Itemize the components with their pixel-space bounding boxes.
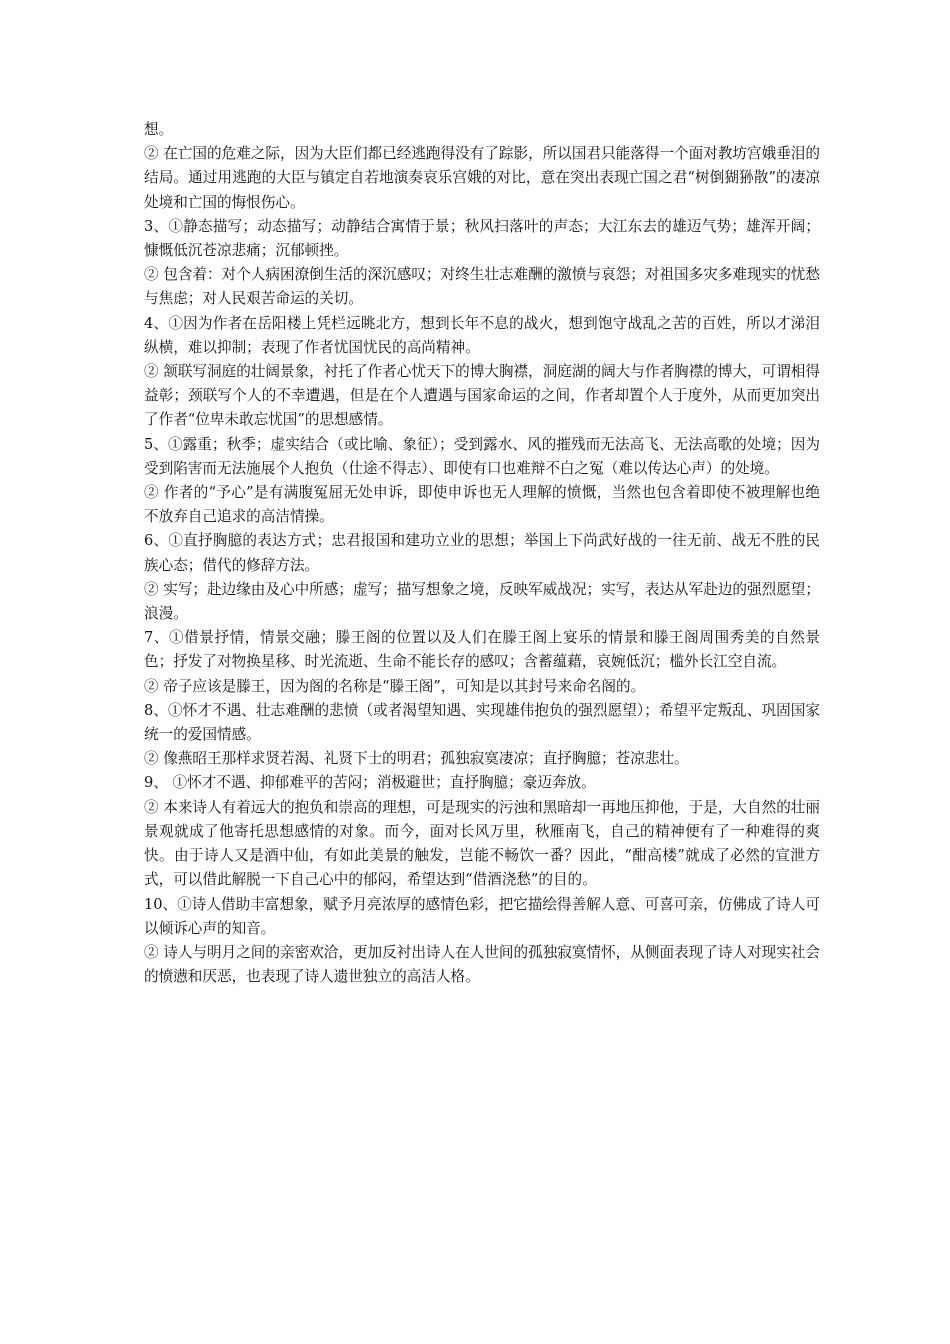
answer-5-part-1: 5、①露重；秋季；虚实结合（或比喻、象征）；受到露水、风的摧残而无法高飞、无法高歌的处境；因为受到陷害而无法施展个人抱负（仕途不得志）、即使有口也难辩不白之冤（难以传达心声）的处境。 [144,435,820,477]
answer-8-part-1: 8、①怀才不遇、壮志难酬的悲愤（或者渴望知遇、实现雄伟抱负的强烈愿望）；希望平定叛乱、巩固国家统一的爱国情感。 [144,701,820,744]
answer-4-part-2: ② 颔联写洞庭的壮阔景象，衬托了作者心忧天下的博大胸襟，洞庭湖的阔大与作者胸襟的博大，可谓相得益彰；颈联写个人的不幸遭遇，但是在个人遭遇与国家命运的之间，作者却置个人于度外，从而更加突出了作者“位卑未敢忘忧国”的思想感情。 [144,363,820,429]
answer-6-part-2: ② 实写；赴边缘由及心中所感；虚写；描写想象之境，反映军威战况；实写，表达从军赴边的强烈愿望；浪漫。 [144,580,820,623]
answer-6-part-1: 6、①直抒胸臆的表达方式；忠君报国和建功立业的思想；举国上下尚武好战的一往无前、战无不胜的民族心态；借代的修辞方法。 [144,532,820,574]
answer-7-part-1: 7、①借景抒情，情景交融；滕王阁的位置以及人们在滕王阁上宴乐的情景和滕王阁周围秀美的自然景色；抒发了对物换星移、时光流逝、生命不能长存的感叹；含蓄蕴藉，哀婉低沉；槛外长江空自流。 [144,629,820,671]
answer-7-part-2: ② 帝子应该是滕王，因为阁的名称是“滕王阁”，可知是以其封号来命名阁的。 [144,677,646,695]
answer-3-part-2: ② 包含着：对个人病困潦倒生活的深沉感叹；对终生壮志难酬的激愤与哀怨；对祖国多灾多难现实的忧愁与焦虑；对人民艰苦命运的关切。 [144,266,820,308]
document-page [144,118,820,989]
answer-3-part-1: 3、①静态描写；动态描写；动静结合寓情于景；秋风扫落叶的声态；大江东去的雄迈气势；雄浑开阔；慷慨低沉苍凉悲痛；沉郁顿挫。 [144,217,820,260]
answer-10-part-1: 10、①诗人借助丰富想象，赋予月亮浓厚的感情色彩，把它描绘得善解人意、可喜可亲，仿佛成了诗人可以倾诉心声的知音。 [144,895,820,937]
answer-10-part-2: ② 诗人与明月之间的亲密欢洽，更加反衬出诗人在人世间的孤独寂寞情怀，从侧面表现了诗人对现实社会的愤懑和厌恶，也表现了诗人遗世独立的高洁人格。 [144,943,820,986]
answer-5-part-2: ② 作者的“予心”是有满腹冤屈无处申诉，即使申诉也无人理解的愤慨，当然也包含着即使不被理解也绝不放弃自己追求的高洁情操。 [144,484,820,526]
answer-4-part-1: 4、①因为作者在岳阳楼上凭栏远眺北方，想到长年不息的战火，想到饱守战乱之苦的百姓，所以才涕泪纵横，难以抑制；表现了作者忧国忧民的高尚精神。 [144,314,820,356]
paragraph-continuation: 想。 [144,121,174,138]
answer-2-part-2: ② 在亡国的危难之际，因为大臣们都已经逃跑得没有了踪影，所以国君只能落得一个面对教坊宫娥垂泪的结局。通过用逃跑的大臣与镇定自若地演奏哀乐宫娥的对比，意在突出表现亡国之君“树倒猢狲散”的凄凉处境和亡国的悔恨伤心。 [144,145,820,211]
answer-8-part-2: ② 像燕昭王那样求贤若渴、礼贤下士的明君；孤独寂寞凄凉；直抒胸臆；苍凉悲壮。 [144,750,689,768]
answer-9-part-1: 9、 ①怀才不遇、抑郁难平的苦闷；消极避世；直抒胸臆；豪迈奔放。 [144,774,596,792]
answer-9-part-2: ② 本来诗人有着远大的抱负和崇高的理想，可是现实的污浊和黑暗却一再地压抑他，于是，大自然的壮丽景观就成了他寄托思想感情的对象。而今，面对长风万里，秋雁南飞，自己的精神便有了一种难得的爽快。由于诗人又是酒中仙，有如此美景的触发，岂能不畅饮一番？因此，“酣高楼”就成了必然的宣泄方式，可以借此解脱一下自己心中的郁闷，希望达到“借酒浇愁”的目的。 [144,798,820,889]
